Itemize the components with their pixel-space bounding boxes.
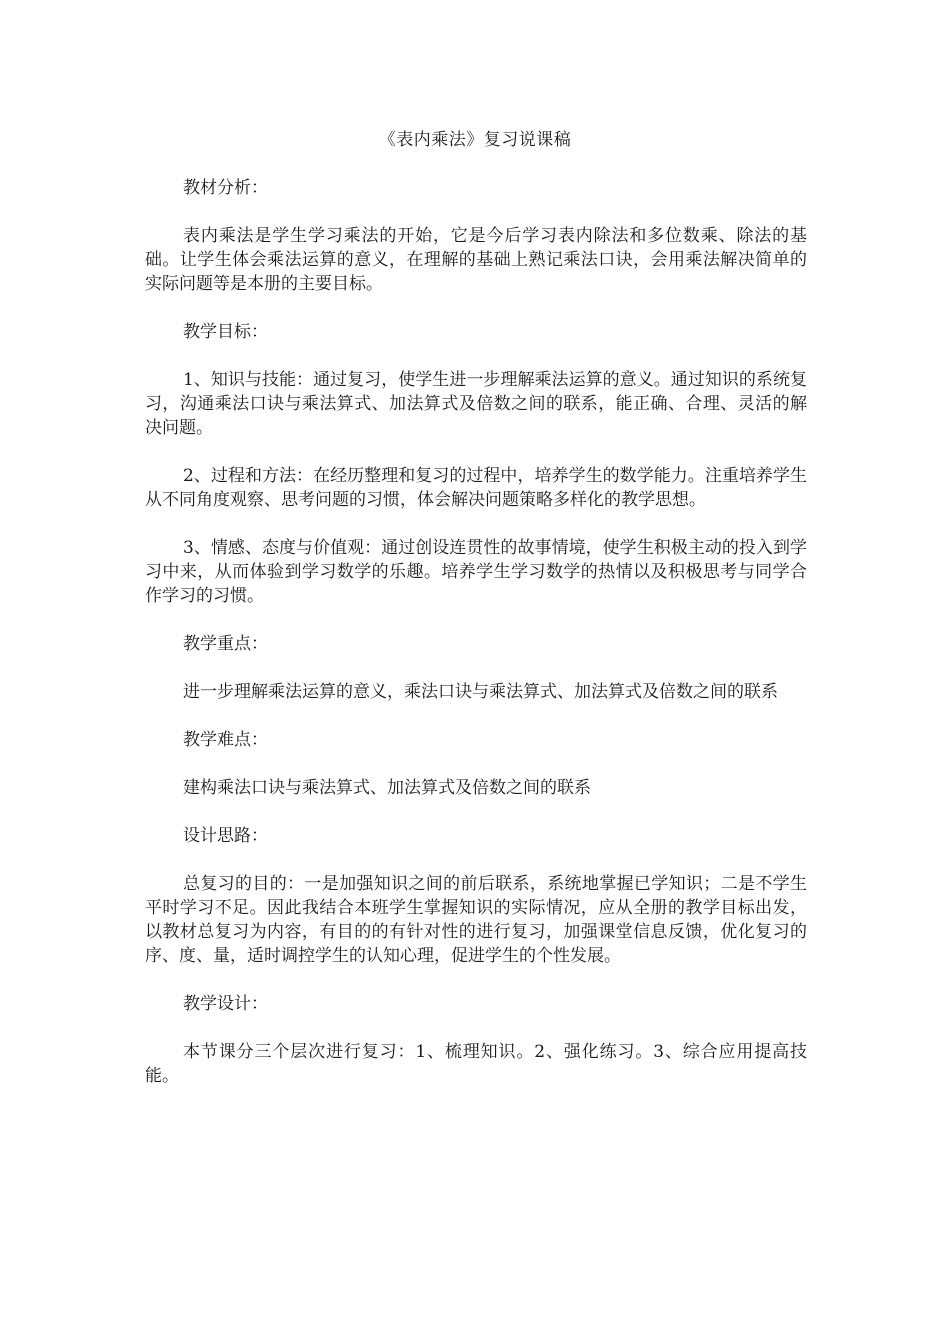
goal-item-2: 2、过程和方法：在经历整理和复习的过程中，培养学生的数学能力。注重培养学生从不同角度观察、思考问题的习惯，体会解决问题策略多样化的教学思想。 bbox=[145, 466, 807, 510]
section-heading-difficulties: 教学难点： bbox=[183, 730, 268, 750]
document-title: 《表内乘法》复习说课稿 bbox=[378, 130, 572, 150]
section-heading-key-points: 教学重点： bbox=[183, 634, 268, 654]
goal-item-3: 3、情感、态度与价值观：通过创设连贯性的故事情境，使学生积极主动的投入到学习中来，从而体验到学习数学的乐趣。培养学生学习数学的热情以及积极思考与同学合作学习的习惯。 bbox=[145, 538, 807, 606]
section-heading-analysis: 教材分析： bbox=[183, 178, 268, 198]
section-heading-design-idea: 设计思路： bbox=[183, 826, 268, 846]
section-heading-teaching-design: 教学设计： bbox=[183, 994, 268, 1014]
section-body-difficulties: 建构乘法口诀与乘法算式、加法算式及倍数之间的联系 bbox=[183, 778, 591, 798]
section-body-teaching-design: 本节课分三个层次进行复习：1、梳理知识。2、强化练习。3、综合应用提高技能。 bbox=[145, 1042, 807, 1086]
goal-item-1: 1、知识与技能：通过复习，使学生进一步理解乘法运算的意义。通过知识的系统复习，沟通乘法口诀与乘法算式、加法算式及倍数之间的联系，能正确、合理、灵活的解决问题。 bbox=[145, 370, 807, 438]
section-heading-goals: 教学目标： bbox=[183, 322, 268, 342]
document-body bbox=[145, 176, 807, 1112]
section-body-design-idea: 总复习的目的：一是加强知识之间的前后联系，系统地掌握已学知识；二是不学生平时学习不足。因此我结合本班学生掌握知识的实际情况，应从全册的教学目标出发，以教材总复习为内容，有目的的有针对性的进行复习，加强课堂信息反馈，优化复习的序、度、量，适时调控学生的认知心理，促进学生的个性发展。 bbox=[145, 874, 807, 966]
section-body-key-points: 进一步理解乘法运算的意义，乘法口诀与乘法算式、加法算式及倍数之间的联系 bbox=[183, 682, 778, 702]
section-body-analysis: 表内乘法是学生学习乘法的开始，它是今后学习表内除法和多位数乘、除法的基础。让学生体会乘法运算的意义，在理解的基础上熟记乘法口诀，会用乘法解决简单的实际问题等是本册的主要目标。 bbox=[145, 226, 807, 294]
